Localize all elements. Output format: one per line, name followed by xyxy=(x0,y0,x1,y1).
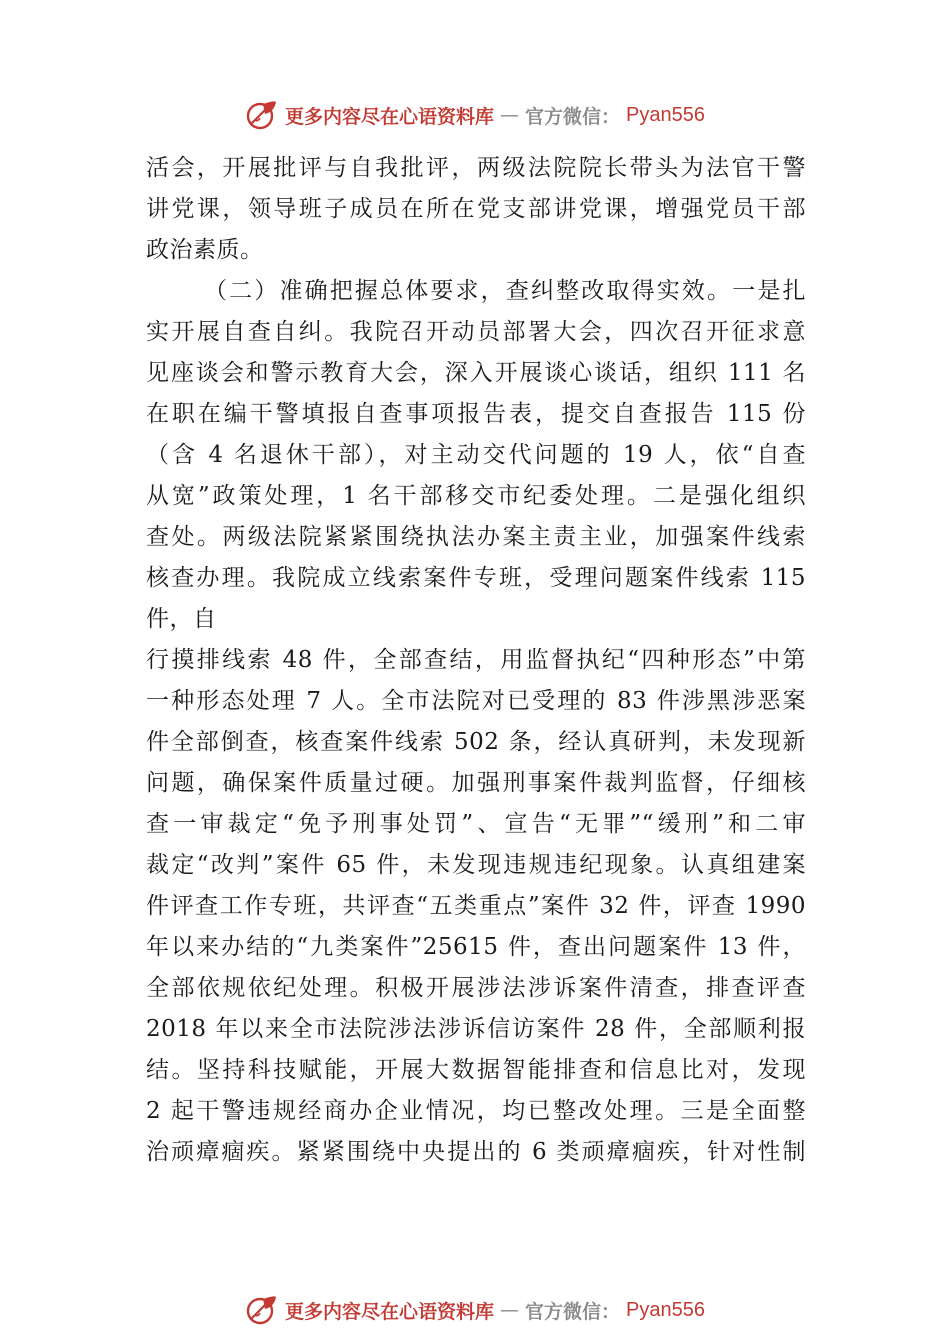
header-watermark xyxy=(0,95,950,135)
text-line: 裁定“改判”案件 65 件，未发现违规违纪现象。认真组建案 xyxy=(146,852,806,878)
text-line: 一种形态处理 7 人。全市法院对已受理的 83 件涉黑涉恶案 xyxy=(146,688,806,714)
watermark-contact-label: 官方微信： xyxy=(525,1300,621,1323)
text-line: （二）准确把握总体要求，查纠整改取得实效。一是扎 xyxy=(204,278,806,304)
text-line: 问题，确保案件质量过硬。加强刑事案件裁判监督，仔细核 xyxy=(146,770,806,796)
text-line: 在职在编干警填报自查事项报告表，提交自查报告 115 份 xyxy=(146,401,806,427)
text-line: 件，自 xyxy=(146,606,217,632)
watermark-brand: 更多内容尽在心语资料库 xyxy=(285,105,495,128)
footer-watermark xyxy=(0,1290,950,1330)
quill-pen-icon xyxy=(245,1293,279,1327)
watermark-contact-label: 官方微信： xyxy=(525,105,621,128)
text-line: 治顽瘴痼疾。紧紧围绕中央提出的 6 类顽瘴痼疾，针对性制 xyxy=(146,1139,806,1165)
text-line: 从宽”政策处理，1 名干部移交市纪委处理。二是强化组织 xyxy=(146,483,806,509)
text-line: 件评查工作专班，共评查“五类重点”案件 32 件，评查 1990 xyxy=(146,893,806,919)
watermark-separator: — xyxy=(500,104,520,126)
watermark-wechat-id: Pyan556 xyxy=(626,1298,705,1321)
document-body xyxy=(146,148,806,1173)
watermark-brand: 更多内容尽在心语资料库 xyxy=(285,1300,495,1323)
text-line: （含 4 名退休干部），对主动交代问题的 19 人，依“自查 xyxy=(146,442,806,468)
quill-pen-icon xyxy=(245,98,279,132)
text-line: 2018 年以来全市法院涉法涉诉信访案件 28 件，全部顺利报 xyxy=(146,1016,806,1042)
text-line: 年以来办结的“九类案件”25615 件，查出问题案件 13 件， xyxy=(146,934,806,960)
text-line: 核查办理。我院成立线索案件专班，受理问题案件线索 115 xyxy=(146,565,806,591)
text-line: 查一审裁定“免予刑事处罚”、宣告“无罪”“缓刑”和二审 xyxy=(146,811,806,837)
text-line: 结。坚持科技赋能，开展大数据智能排查和信息比对，发现 xyxy=(146,1057,806,1083)
text-line: 全部依规依纪处理。积极开展涉法涉诉案件清查，排查评查 xyxy=(146,975,806,1001)
text-line: 2 起干警违规经商办企业情况，均已整改处理。三是全面整 xyxy=(146,1098,806,1124)
watermark-separator: — xyxy=(500,1299,520,1321)
text-line: 讲党课，领导班子成员在所在党支部讲党课，增强党员干部 xyxy=(146,196,806,222)
text-line: 件全部倒查，核查案件线索 502 条，经认真研判，未发现新 xyxy=(146,729,806,755)
text-line: 政治素质。 xyxy=(146,237,264,263)
text-line: 活会，开展批评与自我批评，两级法院院长带头为法官干警 xyxy=(146,155,806,181)
text-line: 实开展自查自纠。我院召开动员部署大会，四次召开征求意 xyxy=(146,319,806,345)
text-line: 行摸排线索 48 件，全部查结，用监督执纪“四种形态”中第 xyxy=(146,647,806,673)
text-line: 见座谈会和警示教育大会，深入开展谈心谈话，组织 111 名 xyxy=(146,360,806,386)
watermark-wechat-id: Pyan556 xyxy=(626,103,705,126)
text-line: 查处。两级法院紧紧围绕执法办案主责主业，加强案件线索 xyxy=(146,524,806,550)
